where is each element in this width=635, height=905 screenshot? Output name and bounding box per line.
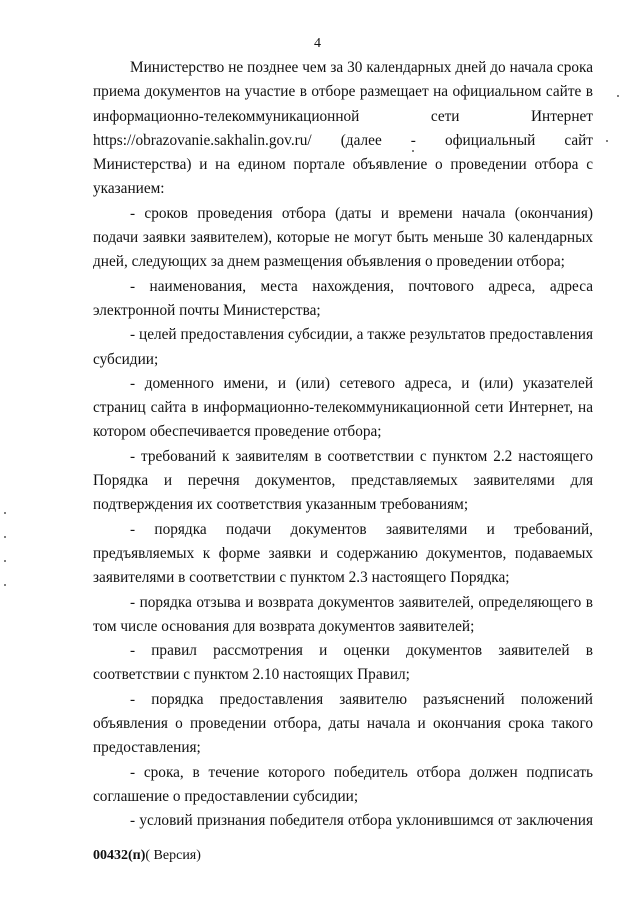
list-item-submission-procedure: - порядка подачи документов заявителями и требований, предъявляемых к форме заявки и содержанию документов, подаваемых заявителями в соответствии с пунктом 2.3 настоящего Порядка;: [93, 520, 593, 587]
scan-artifact-dot: [412, 150, 414, 152]
scan-artifact-dot: [617, 95, 619, 97]
list-item-applicant-requirements: - требований к заявителям в соответствии с пунктом 2.2 настоящего Порядка и перечня документов, представляемых заявителями для подтверждения их соответствия указанным требованиям;: [93, 447, 593, 514]
footer-version-label: ( Версия): [145, 848, 201, 863]
scan-artifact-dot: [4, 560, 6, 562]
document-body: [93, 56, 593, 834]
page-number: 4: [314, 36, 321, 51]
scan-artifact-dot: [4, 584, 6, 586]
scan-artifact-dot: [606, 140, 608, 142]
list-item-review-rules: - правил рассмотрения и оценки документов заявителей в соответствии с пунктом 2.10 настоящих Правил;: [93, 642, 593, 684]
footer-document-code: 00432(п): [93, 848, 146, 863]
list-item-domain-name: - доменного имени, и (или) сетевого адреса, и (или) указателей страниц сайта в информационно-телекоммуникационной сети Интернет, на котором обеспечивается проведение отбора;: [93, 374, 593, 441]
list-item-withdrawal-procedure: - порядка отзыва и возврата документов заявителей, определяющего в том числе основания для возврата документов заявителей;: [93, 593, 593, 635]
list-item-ministry-address: - наименования, места нахождения, почтового адреса, адреса электронной почты Министерства;: [93, 277, 593, 319]
list-item-clarification-procedure: - порядка предоставления заявителю разъяснений положений объявления о проведении отбора, даты начала и окончания срока такого предоставления;: [93, 690, 593, 757]
list-item-subsidy-goals: - целей предоставления субсидии, а также результатов предоставления субсидии;: [93, 326, 593, 368]
list-item-deadlines: - сроков проведения отбора (даты и времени начала (окончания) подачи заявки заявителем), которые не могут быть меньше 30 календарных дней, следующих за днем размещения объявления о проведении отбора;: [93, 204, 593, 271]
list-item-signing-deadline: - срока, в течение которого победитель отбора должен подписать соглашение о предоставлении субсидии;: [93, 763, 593, 805]
document-footer: [93, 848, 201, 864]
list-item-evasion-conditions: - условий признания победителя отбора уклонившимся от заключения: [130, 812, 593, 830]
scan-artifact-dot: [4, 512, 6, 514]
intro-paragraph: Министерство не позднее чем за 30 календарных дней до начала срока приема документов на участие в отборе размещает на официальном сайте в информационно-телекоммуникационной сети Интернет https://obrazovanie.sakhalin.gov.ru/ (далее - официальный сайт Министерства) и на едином портале объявление о проведении отбора с указанием:: [93, 59, 593, 198]
scan-artifact-dot: [4, 536, 6, 538]
